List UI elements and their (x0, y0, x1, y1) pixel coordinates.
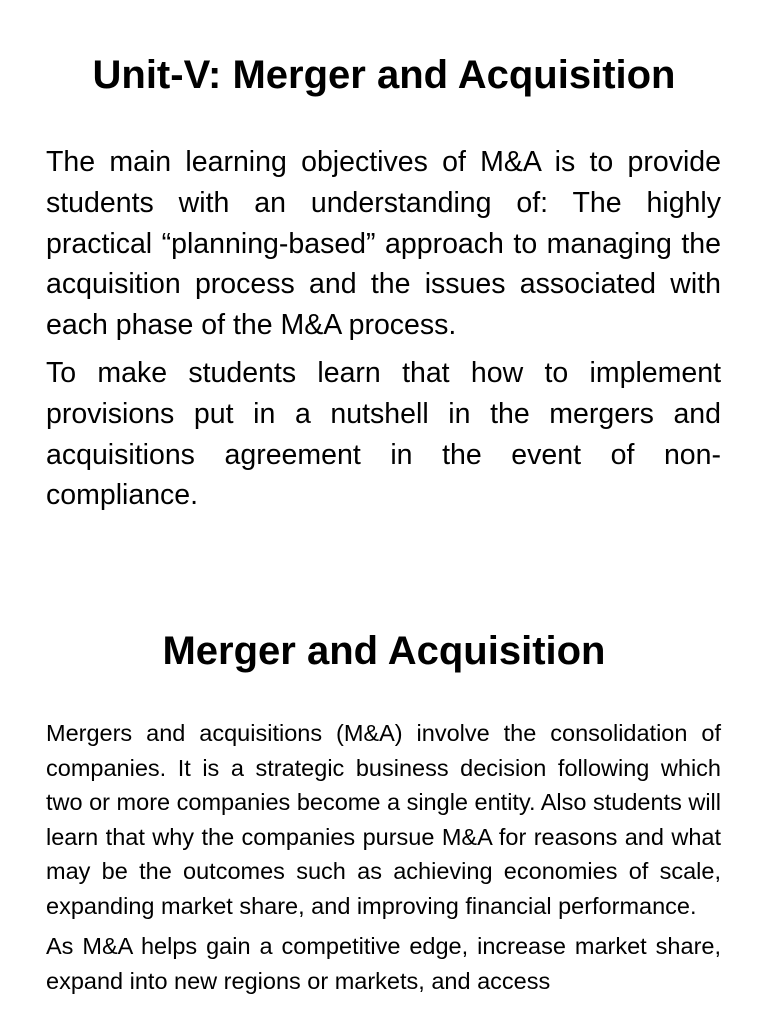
objectives-paragraph: To make students learn that how to implement provisions put in a nutshell in the mergers and acquisitions agreement in the event of non-compliance. (46, 356, 721, 512)
slide-body (46, 716, 721, 998)
slide-title: Unit-V: Merger and Acquisition (92, 53, 676, 97)
slide-title: Merger and Acquisition (162, 629, 606, 673)
slide-body (46, 142, 721, 516)
slide-merger-and-acquisition (0, 600, 768, 1024)
body-paragraph: As M&A helps gain a competitive edge, increase market share, expand into new regions or markets, and access (46, 933, 721, 994)
body-paragraph: Mergers and acquisitions (M&A) involve the consolidation of companies. It is a strategic business decision following which two or more companies become a single entity. Also students will learn that why the companies pursue M&A for reasons and what may be the outcomes such as achieving economies of scale, expanding market share, and improving financial performance. (46, 720, 721, 919)
objectives-paragraph: The main learning objectives of M&A is to provide students with an understanding of: The highly practical “planning-based” approach to managing the acquisition process and the issues associated with each phase of the M&A process. (46, 146, 721, 342)
